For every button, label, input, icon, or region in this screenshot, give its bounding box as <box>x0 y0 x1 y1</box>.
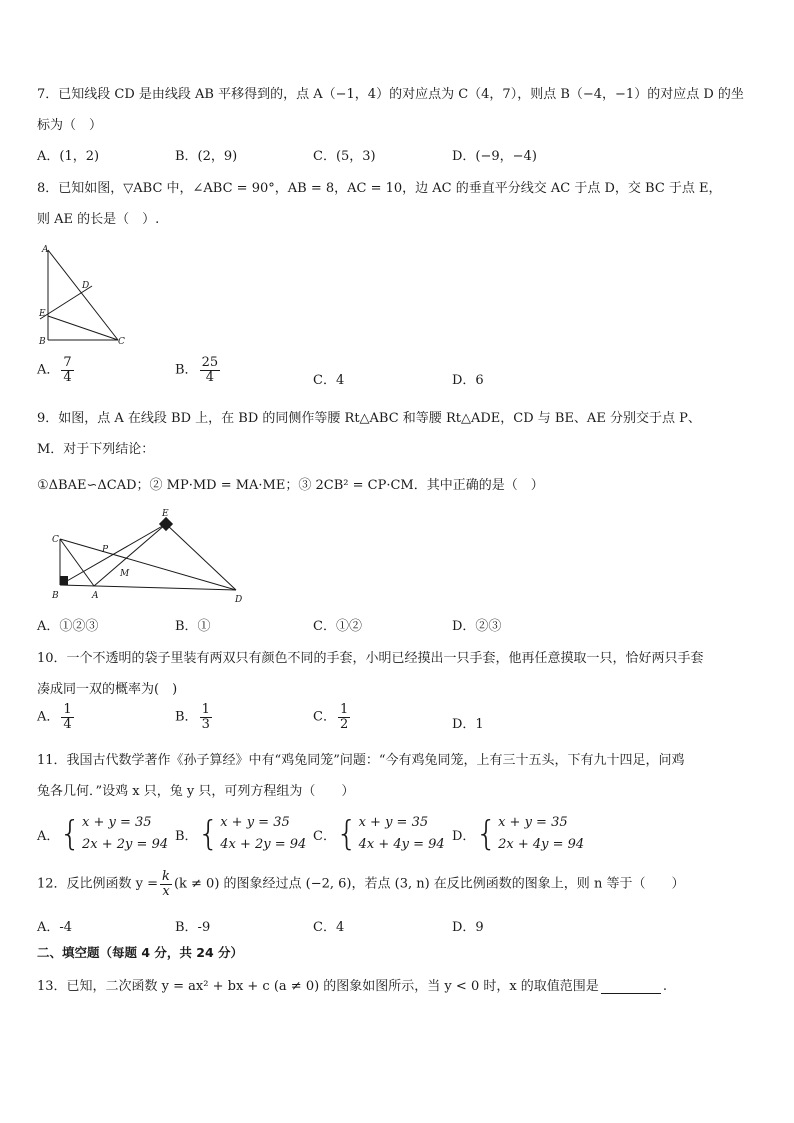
q9-option-a: A．①②③ <box>37 619 99 634</box>
q8-option-a: A． $\frac{7}{4}$ <box>37 355 72 385</box>
q13-answer-blank[interactable] <box>601 981 661 994</box>
q9-geometry-figure <box>38 506 250 610</box>
q9-segment-be <box>60 524 166 585</box>
q11-option-c: C． { x + y = 35 4x + 4y = 94 <box>313 814 445 854</box>
q9-stem-line2: M．对于下列结论： <box>37 442 155 457</box>
q12-frac-numerator: k <box>162 869 170 884</box>
q8-label-b: B <box>39 337 46 347</box>
brace-icon: { <box>59 814 82 854</box>
q12-stem: 12．反比例函数 y = $\frac{k}{x}$ (k ≠ 0) 的图象经过点 (−2, 6)，若点 (3, n) 在反比例函数的图象上，则 n 等于（ ） <box>37 869 685 899</box>
brace-icon: { <box>197 814 220 854</box>
q13-stem: 13．已知，二次函数 y = ax² + bx + c (a ≠ 0) 的图象如图所示，当 y < 0 时，x 的取值范围是 . <box>37 979 667 994</box>
q10-option-a-denominator: 4 <box>63 716 72 732</box>
brace-icon: { <box>475 814 498 854</box>
q8-option-b-denominator: 4 <box>205 369 214 385</box>
q8-option-b: B． $\frac{25}{4}$ <box>175 355 219 385</box>
q8-option-c: C．4 <box>313 373 345 388</box>
q7-option-b: B．(2，9) <box>175 149 238 164</box>
brace-icon: { <box>335 814 358 854</box>
q10-option-d: D．1 <box>452 717 484 732</box>
q12-frac-denominator: x <box>162 883 170 899</box>
q12-option-d: D．9 <box>452 920 484 935</box>
section-fill-in-heading: 二、填空题（每题 4 分，共 24 分） <box>37 945 244 960</box>
q9-label-m: M <box>120 569 130 579</box>
q10-option-c: C． $\frac{1}{2}$ <box>313 702 349 732</box>
q7-option-c: C．(5，3) <box>313 149 376 164</box>
q8-label-c: C <box>118 337 125 347</box>
q9-label-a: A <box>92 591 99 601</box>
q8-option-d: D．6 <box>452 373 484 388</box>
q9-label-c: C <box>52 535 59 545</box>
q8-triangle-figure <box>36 240 132 348</box>
q10-option-c-denominator: 2 <box>339 716 349 732</box>
q10-option-c-numerator: 1 <box>339 702 349 717</box>
q7-stem-line1: 7．已知线段 CD 是由线段 AB 平移得到的，点 A（−1，4）的对应点为 C（4，7），则点 B（−4，−1）的对应点 D 的坐 <box>37 87 744 102</box>
q9-conclusions: ①ΔBAE∽ΔCAD；② MP·MD = MA·ME；③ 2CB² = CP·CM．其中正确的是（ ） <box>37 478 544 493</box>
q12-option-c: C．4 <box>313 920 345 935</box>
q12-option-b: B．-9 <box>175 920 211 935</box>
q8-option-a-denominator: 4 <box>63 369 72 385</box>
q7-option-a: A．(1，2) <box>37 149 100 164</box>
q10-option-b: B． $\frac{1}{3}$ <box>175 702 210 732</box>
q9-label-d: D <box>235 595 243 605</box>
q7-stem-line2: 标为（ ） <box>37 118 103 133</box>
q9-label-p: P <box>102 545 109 555</box>
q8-segment-ec <box>48 316 118 340</box>
q10-stem-line1: 10．一个不透明的袋子里装有两双只有颜色不同的手套，小明已经摸出一只手套，他再任意摸取一只，恰好两只手套 <box>37 651 704 666</box>
q9-right-angle-b <box>60 576 68 585</box>
q9-segment-bd <box>60 585 236 590</box>
q9-label-e: E <box>162 509 169 519</box>
q11-stem-line2: 兔各几何．”设鸡 x 只，兔 y 只，可列方程组为（ ） <box>37 784 355 799</box>
q11-stem-line1: 11．我国古代数学著作《孙子算经》中有“鸡兔同笼”问题：“今有鸡兔同笼，上有三十五头，下有九十四足，问鸡 <box>37 753 685 768</box>
q10-option-a-numerator: 1 <box>63 702 72 717</box>
q8-option-a-numerator: 7 <box>63 355 72 370</box>
q12-option-a: A．-4 <box>37 920 73 935</box>
q9-option-c: C．①② <box>313 619 362 634</box>
q8-stem-line2: 则 AE 的长是（ ）. <box>37 212 160 227</box>
q7-option-d: D．(−9，−4) <box>452 149 537 164</box>
q8-stem-line1: 8．已知如图，▽ABC 中，∠ABC = 90°，AB = 8，AC = 10，边 AC 的垂直平分线交 AC 于点 D，交 BC 于点 E， <box>37 181 722 196</box>
q10-option-b-numerator: 1 <box>201 702 210 717</box>
q10-stem-line2: 凑成同一双的概率为( ) <box>37 682 178 697</box>
q10-option-b-denominator: 3 <box>201 716 210 732</box>
q8-label-d: D <box>82 281 90 291</box>
q9-stem-line1: 9．如图，点 A 在线段 BD 上，在 BD 的同侧作等腰 Rt△ABC 和等腰 Rt△ADE，CD 与 BE、AE 分别交于点 P、 <box>37 411 701 426</box>
q9-segment-ae <box>94 524 166 586</box>
q8-label-e: E <box>39 309 46 319</box>
q11-option-b: B． { x + y = 35 4x + 2y = 94 <box>175 814 307 854</box>
q10-option-a: A． $\frac{1}{4}$ <box>37 702 72 732</box>
q9-option-b: B．① <box>175 619 211 634</box>
q9-option-d: D．②③ <box>452 619 502 634</box>
q8-segment-ac <box>48 250 118 340</box>
q11-option-a: A． { x + y = 35 2x + 2y = 94 <box>37 814 169 854</box>
q9-label-b: B <box>52 591 59 601</box>
q8-option-b-numerator: 25 <box>201 355 219 370</box>
q8-label-a: A <box>42 245 49 255</box>
q11-option-d: D． { x + y = 35 2x + 4y = 94 <box>452 814 585 854</box>
